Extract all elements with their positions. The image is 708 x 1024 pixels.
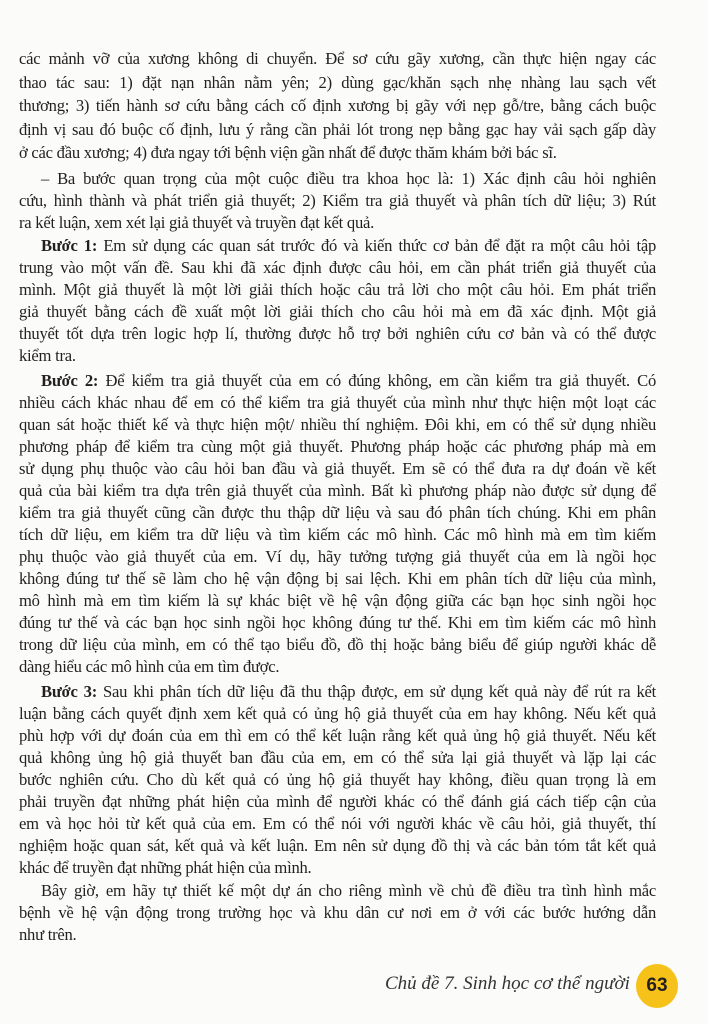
text-line: [19, 212, 656, 234]
text-line: [19, 835, 656, 857]
line-text: quả của bài kiểm tra dựa trên giả thuyết của mình. Bất kì phương pháp nào được sử dụng để: [19, 481, 656, 500]
line-text: trong dữ liệu của mình, em có thể tạo biểu đồ, đồ thị hoặc bảng biểu để giúp người khác dễ: [19, 635, 656, 654]
line-text: không đúng tư thế sẽ làm cho hệ vận động bị sai lệch. Khi em phân tích dữ liệu của mình,: [19, 569, 656, 588]
line-text: kiểm tra giả thuyết cũng cần được thu thập dữ liệu và sau đó phân tích chúng. Khi em phân: [19, 503, 656, 522]
line-text: – Ba bước quan trọng của một cuộc điều tra khoa học là: 1) Xác định câu hỏi nghiên: [41, 169, 656, 188]
text-line: [19, 813, 656, 835]
line-text: các mảnh vỡ của xương không di chuyển. Để sơ cứu gãy xương, cần thực hiện ngay các: [19, 49, 656, 68]
text-line: [19, 590, 656, 612]
text-line: [19, 301, 656, 323]
paragraph: [19, 880, 656, 946]
text-line: [19, 880, 656, 902]
text-line: [19, 480, 656, 502]
text-line: [19, 94, 656, 118]
step-label: Bước 2:: [41, 371, 99, 390]
paragraph: [19, 168, 656, 234]
line-text: bước nghiên cứu. Cho dù kết quả có ủng hộ giả thuyết hay không, điều quan trọng là em: [19, 770, 656, 789]
chapter-title: Chủ đề 7. Sinh học cơ thể người: [385, 973, 630, 994]
line-text: như trên.: [19, 925, 77, 944]
line-text: trung vào một vấn đề. Sau khi đã xác định được câu hỏi, em cần phát triển giả thuyết của: [19, 258, 656, 277]
line-text: phải truyền đạt những phát hiện của mình để người khác có thể đánh giá cách tiếp cận của: [19, 792, 656, 811]
line-text: giả thuyết bằng cách đề xuất một lời giải thích cho câu hỏi mà em đã xác định. Một giả: [19, 302, 656, 321]
line-text: phương pháp để kiểm tra cùng một giả thuyết. Phương pháp hoặc các phương pháp mà em: [19, 437, 656, 456]
text-line: [19, 141, 656, 165]
line-text: luận bằng cách quyết định xem kết quả có ủng hộ giả thuyết của em hay không. Nếu kết quả: [19, 704, 656, 723]
line-text: khác để truyền đạt những phát hiện của mình.: [19, 858, 312, 877]
line-text: quả không ủng hộ giả thuyết ban đầu của em, em có thể sửa lại giả thuyết và lặp lại các: [19, 748, 656, 767]
text-line: [19, 656, 656, 678]
line-text: Bây giờ, em hãy tự thiết kế một dự án cho riêng mình về chủ đề điều tra tình hình mắc: [41, 881, 656, 900]
line-text: sử dụng phụ thuộc vào câu hỏi ban đầu và giả thuyết. Em sẽ có thể đưa ra dự đoán về kết: [19, 459, 656, 478]
line-text: cứu, hình thành và phát triển giả thuyết; 2) Kiểm tra giả thuyết và phân tích dữ liệu; 3) Rút: [19, 191, 656, 210]
text-line: [19, 414, 656, 436]
text-line: [19, 47, 656, 71]
line-text: bệnh về hệ vận động trong trường học và khu dân cư nơi em ở với các bước hướng dẫn: [19, 903, 656, 922]
line-text: phụ thuộc vào giả thuyết của em. Ví dụ, hãy tưởng tượng giả thuyết của em là ngồi học: [19, 547, 656, 566]
text-line: [19, 345, 656, 367]
line-text: ở các đầu xương; 4) đưa ngay tới bệnh viện gần nhất để được thăm khám bởi bác sĩ.: [19, 143, 557, 162]
text-line: [19, 747, 656, 769]
line-text: thao tác sau: 1) đặt nạn nhân nằm yên; 2) dùng gạc/khăn sạch nhẹ nhàng lau sạch vết: [19, 72, 656, 92]
text-line: [19, 634, 656, 656]
text-line: [19, 612, 656, 634]
step-label: Bước 1:: [41, 236, 98, 255]
text-line: [19, 703, 656, 725]
paragraph: [19, 681, 656, 879]
text-line: [19, 370, 656, 392]
text-line: [19, 924, 656, 946]
text-line: [19, 392, 656, 414]
line-text: quan sát hoặc thiết kế và thực hiện một/ nhiều thí nghiệm. Đôi khi, em có thể sử dụng nhiều: [19, 415, 656, 434]
line-text: Sau khi phân tích dữ liệu đã thu thập được, em sử dụng kết quả này để rút ra kết: [96, 682, 656, 701]
line-text: mình. Một giả thuyết là một lời giải thích hoặc câu trả lời cho một câu hỏi. Em phát triển: [19, 280, 656, 299]
line-text: mô hình mà em tìm kiếm là sự khác biệt về hệ vận động giữa các bạn học sinh ngồi học: [19, 591, 656, 610]
text-line: [19, 902, 656, 924]
paragraph: [19, 235, 656, 367]
text-line: [19, 118, 656, 142]
text-line: [19, 436, 656, 458]
line-text: nghiệm hoặc quan sát, kết quả và kết luận. Em nên sử dụng đồ thị và các bản tóm tắt kết quả: [19, 836, 656, 855]
text-line: [19, 323, 656, 345]
text-line: [19, 458, 656, 480]
text-line: [19, 168, 656, 190]
page-number-badge: [636, 964, 678, 1008]
line-text: đúng tư thế và các bạn học sinh ngồi học không đúng tư thế. Khi em tìm kiếm các mô hình: [19, 613, 656, 632]
text-line: [19, 524, 656, 546]
text-line: [19, 769, 656, 791]
step-label: Bước 3:: [41, 682, 97, 701]
text-line: [19, 279, 656, 301]
line-text: em và học hỏi từ kết quả của em. Em có thể nói với người khác về câu hỏi, giả thuyết, thí: [19, 814, 656, 833]
line-text: phù hợp với dự đoán của em thì em có thể kết luận rằng kết quả ủng hộ giả thuyết. Nếu kết: [19, 726, 656, 745]
line-text: dàng hiểu các mô hình của em tìm được.: [19, 657, 280, 676]
text-line: [19, 257, 656, 279]
line-text: tích dữ liệu, em kiểm tra dữ liệu và tìm kiếm các mô hình. Các mô hình mà em tìm kiếm: [19, 525, 656, 544]
line-text: kiểm tra.: [19, 346, 76, 365]
line-text: thương; 3) tiến hành sơ cứu bằng cách cố định xương bị gãy với nẹp gỗ/tre, bằng cách buộc: [19, 96, 656, 115]
text-line: [19, 190, 656, 212]
text-line: [19, 71, 656, 95]
line-text: định vị sau đó buộc cố định, lưu ý rằng cần phải lót trong nẹp bằng gạc hay vải sạch gấp dày: [19, 119, 656, 139]
text-line: [19, 791, 656, 813]
text-line: [19, 681, 656, 703]
text-line: [19, 502, 656, 524]
paragraph: [19, 47, 656, 165]
line-text: Để kiểm tra giả thuyết của em có đúng không, em cần kiểm tra giả thuyết. Có: [98, 371, 656, 390]
page-number: 63: [646, 975, 668, 996]
line-text: thuyết tốt dựa trên logic hợp lí, thường được hỗ trợ bởi nghiên cứu cơ bản và có thể được: [19, 324, 656, 343]
text-line: [19, 725, 656, 747]
text-line: [19, 568, 656, 590]
line-text: nhiều cách khác nhau để em có thể kiểm tra giả thuyết của mình như thực hiện một loạt các: [19, 393, 656, 412]
text-line: [19, 235, 656, 257]
text-line: [19, 546, 656, 568]
line-text: Em sử dụng các quan sát trước đó và kiến thức cơ bản để đặt ra một câu hỏi tập: [97, 236, 656, 255]
line-text: ra kết luận, xem xét lại giả thuyết và truyền đạt kết quả.: [19, 213, 375, 232]
paragraph: [19, 370, 656, 678]
text-line: [19, 857, 656, 879]
